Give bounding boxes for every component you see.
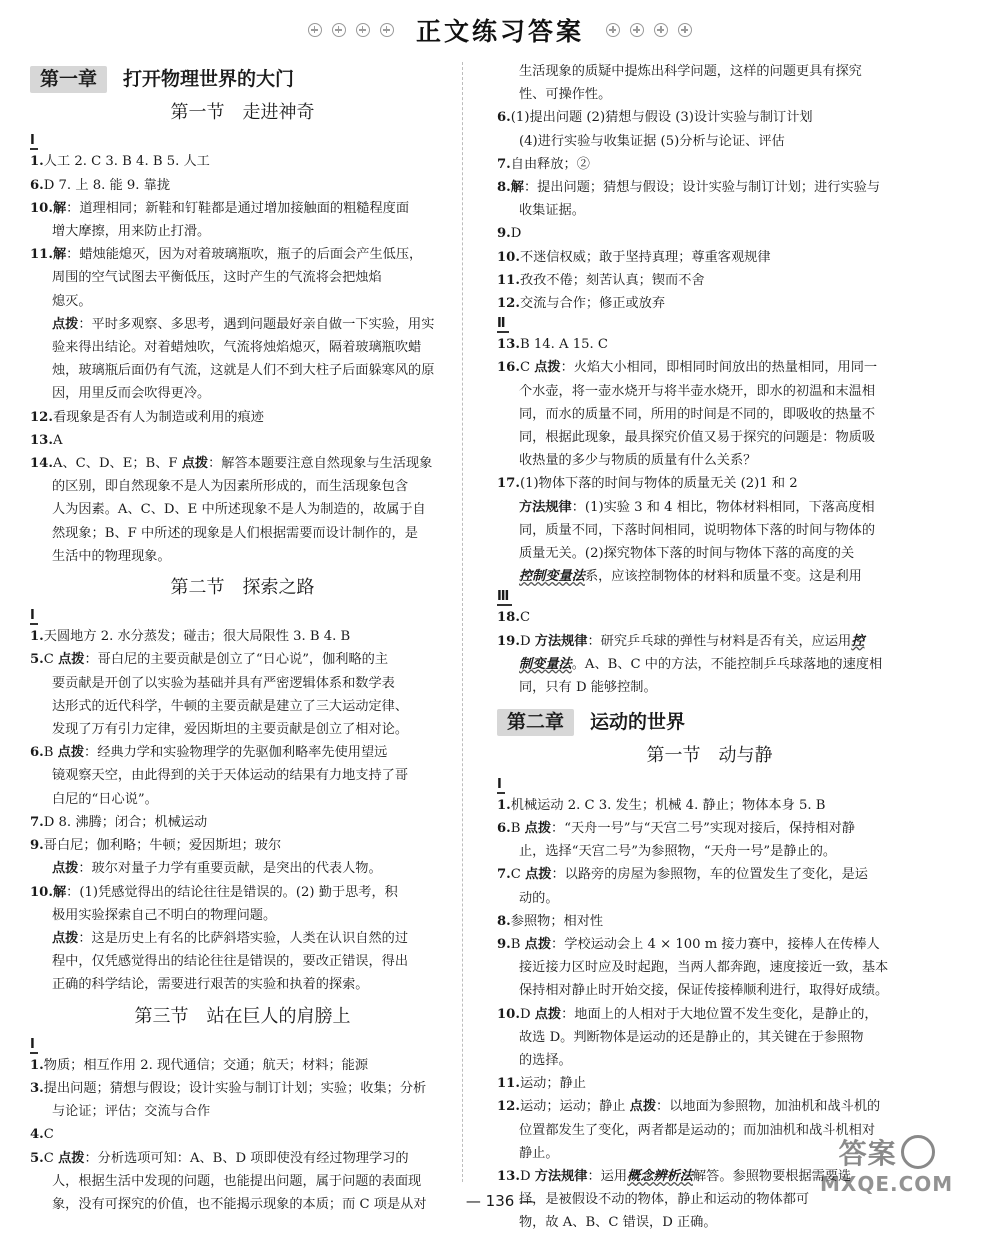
level-marker: Ⅰ	[30, 132, 455, 150]
answer-line	[30, 1170, 455, 1193]
answer-line	[497, 1072, 922, 1095]
item-number: 3.	[30, 1080, 44, 1096]
item-number: 11.	[497, 272, 520, 288]
answer-text: 保持相对静止时开始交接，保证传接棒顺利进行，取得好成绩。	[519, 983, 889, 999]
answer-text: 哥白尼；伽利略；牛顿；爱因斯坦；玻尔	[43, 838, 282, 854]
item-number: 10.	[30, 884, 53, 900]
answer-text: 增大摩擦，用来防止打滑。	[52, 224, 211, 240]
ornament-icon	[630, 23, 644, 37]
section-number: 第一节	[170, 102, 225, 124]
item-number: 1.	[30, 629, 44, 645]
item-number: 7.	[497, 156, 511, 172]
level-marker: Ⅱ	[497, 315, 922, 333]
right-column	[497, 60, 922, 1235]
answer-line	[30, 545, 455, 568]
ornament-icon	[654, 23, 668, 37]
section-heading	[30, 1005, 455, 1028]
answer-line	[497, 956, 922, 979]
section-title: 站在巨人的肩膀上	[206, 1005, 351, 1027]
answer-line	[30, 1054, 455, 1077]
answer-line	[497, 380, 922, 403]
item-number: 14.	[30, 456, 53, 472]
answer-text: D	[519, 1006, 535, 1022]
note-label: 点拨	[524, 936, 552, 952]
answer-line	[30, 429, 455, 452]
answer-text: 白尼的“日心说”。	[52, 791, 158, 807]
item-number: 12.	[497, 1099, 520, 1115]
answer-text: 人，根据生活中发现的问题，也能提出问题，属于问题的表面现	[52, 1173, 422, 1189]
answer-line	[30, 174, 455, 197]
answer-line	[30, 927, 455, 950]
answer-line	[30, 741, 455, 764]
item-number: 6.	[30, 745, 44, 761]
answer-text: (1)提出问题 (2)猜想与假设 (3)设计实验与制订计划	[510, 110, 813, 126]
answer-text: 不迷信权威；敢于坚持真理；尊重客观规律	[519, 249, 771, 265]
answer-text: 质量无关。(2)探究物体下落的时间与物体下落的高度的关	[519, 546, 855, 562]
answer-line	[497, 106, 922, 129]
answer-text: D 7. 上 8. 能 9. 靠拢	[43, 177, 171, 193]
answer-text: D	[519, 1168, 535, 1184]
answer-text: 要贡献是开创了以实验为基础并具有严密逻辑体系和数学表	[52, 675, 395, 691]
answer-line	[497, 199, 922, 222]
answer-text: 接近接力区时应及时起跑，当两人都奔跑，速度接近一致，基本	[519, 960, 889, 976]
answer-line	[497, 863, 922, 886]
answer-text: 正确的科学结论，需要进行艰苦的实验和执着的探索。	[52, 977, 369, 993]
answer-text: ：分析选项可知：A、B、D 项即使没有经过物理学习的	[84, 1150, 409, 1166]
answer-text: 生活现象的质疑中提炼出科学问题，这样的问题更具有探究	[519, 64, 862, 79]
note-label: 点拨	[52, 930, 79, 946]
answer-line	[497, 817, 922, 840]
answer-text: 同，而水的质量不同，所用的时间是不同的，即吸收的热量不	[519, 406, 876, 422]
answer-line	[30, 406, 455, 429]
answer-text: 极用实验探索自己不明白的物理问题。	[52, 907, 277, 923]
level-marker: Ⅰ	[30, 607, 455, 625]
answer-line	[497, 542, 922, 565]
answer-text: 看现象是否有人为制造或利用的痕迹	[52, 409, 264, 425]
section-number: 第三节	[134, 1005, 189, 1027]
level-marker: Ⅲ	[497, 588, 922, 606]
section-title: 走进神奇	[242, 102, 315, 124]
item-number: 5.	[30, 1150, 44, 1166]
answer-text: ：解答本题要注意自然现象与生活现象	[208, 456, 433, 472]
answer-line	[30, 811, 455, 834]
answer-text: 达形式的近代科学，牛顿的主要贡献是建立了三大运动定律、	[52, 698, 409, 714]
item-number: 11.	[30, 247, 53, 263]
header-ornament-left	[308, 23, 394, 37]
answer-line	[30, 475, 455, 498]
answer-text: 故选 D。判断物体是运动的还是静止的，其关键在于参照物	[519, 1029, 864, 1045]
answer-text: 个水壶，将一壶水烧开与将半壶水烧开，即水的初温和末温相	[519, 383, 876, 399]
section-number: 第一节	[646, 745, 701, 767]
answer-text: 止，选择“天宫二号”为参照物，“天舟一号”是静止的。	[519, 844, 837, 860]
answer-text: ：经典力学和实验物理学的先驱伽利略率先使用望远	[84, 745, 388, 761]
note-label: 点拨	[57, 745, 85, 761]
note-label: 方法规律	[534, 633, 588, 649]
answer-text: A、C、D、E；B、F	[52, 456, 182, 472]
watermark-mark: 答案	[838, 1137, 897, 1170]
answer-list	[497, 333, 922, 588]
answer-line	[497, 1095, 922, 1118]
answer-text: B	[43, 745, 58, 761]
answer-line	[497, 1003, 922, 1026]
answer-line	[497, 630, 922, 653]
answer-list	[30, 625, 455, 996]
answer-line	[30, 220, 455, 243]
item-number: 1.	[497, 797, 511, 813]
handwritten-term: 控	[851, 633, 865, 649]
item-number: 8.	[497, 180, 511, 196]
answer-line	[30, 695, 455, 718]
answer-text: 孜孜不倦；刻苦认真；锲而不舍	[519, 272, 705, 288]
answer-text: ：提出问题；猜想与假设；设计实验与制订计划；进行实验与	[523, 180, 881, 196]
section-heading	[497, 744, 922, 767]
answer-text: ：玻尔对量子力学有重要贡献，是突出的代表人物。	[78, 861, 382, 877]
item-number: 16.	[497, 360, 520, 376]
item-number: 6.	[497, 820, 511, 836]
answer-line	[30, 857, 455, 880]
answer-text: 。A、B、C 中的方法，不能控制乒乓球落地的速度相	[571, 656, 883, 672]
item-number: 9.	[497, 226, 511, 242]
answer-text: 同，质量不同，下落时间相同，说明物体下落的时间与物体的	[519, 522, 876, 538]
answer-line	[497, 176, 922, 199]
answer-line	[30, 1077, 455, 1100]
note-label: 方法规律	[534, 1168, 588, 1184]
left-column	[30, 60, 455, 1216]
answer-text: ：学校运动会上 4 × 100 m 接力赛中，接棒人在传棒人	[551, 936, 880, 952]
page-header	[0, 8, 1000, 52]
answer-line	[30, 522, 455, 545]
item-number: 1.	[30, 154, 44, 170]
answer-text: B	[510, 936, 525, 952]
answer-line	[497, 130, 922, 153]
ornament-icon	[356, 23, 370, 37]
item-number: 10.	[497, 1006, 520, 1022]
answer-text: ：运用	[587, 1168, 628, 1184]
answer-text: ：地面上的人相对于大地位置不发生变化，是静止的，	[561, 1006, 878, 1022]
answer-line	[497, 1211, 922, 1234]
note-label: 点拨	[524, 820, 552, 836]
answer-line	[497, 606, 922, 629]
answer-line	[497, 333, 922, 356]
answer-text: ：以路旁的房屋为参照物，车的位置发生了变化，是运	[551, 867, 868, 883]
note-label: 点拨	[629, 1099, 657, 1115]
answer-text: 生活中的物理现象。	[52, 548, 171, 564]
item-number: 6.	[30, 177, 44, 193]
note-label: 点拨	[58, 652, 85, 668]
item-number: 13.	[30, 432, 53, 448]
item-number: 10.	[497, 249, 520, 265]
note-label: 解	[52, 884, 67, 900]
answer-line	[497, 1049, 922, 1072]
answer-line	[30, 266, 455, 289]
answer-line	[497, 794, 922, 817]
answer-line	[497, 676, 922, 699]
answer-text: C	[43, 652, 59, 668]
level-marker: Ⅰ	[30, 1036, 455, 1054]
chapter-tag: 第一章	[30, 66, 107, 93]
ornament-icon	[332, 23, 346, 37]
item-number: 10.	[30, 200, 53, 216]
answer-text: C	[43, 1150, 59, 1166]
answer-list	[497, 606, 922, 699]
header-ornament-right	[606, 23, 692, 37]
section-title: 探索之路	[242, 577, 315, 599]
item-number: 5.	[30, 652, 44, 668]
ornament-icon	[380, 23, 394, 37]
answer-line	[30, 648, 455, 671]
answer-text: C	[519, 610, 531, 626]
note-label: 解	[52, 247, 67, 263]
item-number: 8.	[497, 913, 511, 929]
answer-line	[30, 197, 455, 220]
answer-text: C	[510, 867, 526, 883]
item-number: 17.	[497, 476, 520, 492]
watermark-url: MXQE.COM	[820, 1172, 954, 1196]
item-number: 19.	[497, 633, 520, 649]
answer-text: 的选择。	[519, 1052, 572, 1068]
answer-line	[30, 1147, 455, 1170]
answer-text: 验来得出结论。对着蜡烛吹，气流将烛焰熄灭，隔着玻璃瓶吹蜡	[52, 340, 422, 356]
answer-text: C	[43, 1127, 54, 1143]
level-marker: Ⅰ	[497, 776, 922, 794]
answer-line	[30, 672, 455, 695]
item-number: 11.	[497, 1076, 520, 1092]
answer-text: 位置都发生了变化，两者都是运动的；而加油机和战斗机相对	[519, 1122, 876, 1138]
chapter-heading	[497, 709, 922, 736]
answer-text: 收集证据。	[519, 203, 585, 219]
answer-line	[497, 933, 922, 956]
answer-line	[497, 246, 922, 269]
section-number: 第二节	[170, 577, 225, 599]
note-label: 点拨	[52, 316, 79, 332]
section-title: 动与静	[718, 745, 773, 767]
answer-line	[30, 359, 455, 382]
item-number: 1.	[30, 1057, 44, 1073]
answer-text: 烛，玻璃瓶后面仍有气流，这就是人们不到大柱子后面躲寒风的原	[52, 363, 435, 379]
answer-line	[30, 788, 455, 811]
answer-line	[30, 904, 455, 927]
handwritten-term: 制变量法	[519, 656, 572, 672]
note-label: 点拨	[52, 861, 79, 877]
answer-text: ：平时多观察、多思考，遇到问题最好亲自做一下实验，用实	[78, 316, 435, 332]
answer-line	[497, 449, 922, 472]
answer-text: (4)进行实验与收集证据 (5)分析与论证、评估	[519, 133, 785, 149]
answer-text: ：火焰大小相同，即相同时间放出的热量相同，用同一	[560, 360, 878, 376]
answer-text: 动的。	[519, 890, 559, 906]
answer-line	[30, 950, 455, 973]
column-divider	[462, 62, 463, 1182]
answer-line	[497, 979, 922, 1002]
answer-line	[497, 60, 922, 83]
note-label: 方法规律	[519, 499, 572, 515]
ornament-icon	[606, 23, 620, 37]
answer-line	[497, 403, 922, 426]
answer-line	[497, 840, 922, 863]
answer-line	[497, 910, 922, 933]
answer-text: 交流与合作；修正或放弃	[519, 296, 666, 312]
answer-line	[30, 881, 455, 904]
answer-line	[30, 290, 455, 313]
item-number: 7.	[30, 814, 44, 830]
answer-line	[30, 150, 455, 173]
handwritten-term: 控制变量法	[519, 569, 585, 585]
answer-text: 收热量的多少与物质的质量有什么关系？	[519, 453, 757, 469]
answer-line	[30, 452, 455, 475]
answer-text: 参照物；相对性	[510, 913, 604, 929]
answer-line	[497, 356, 922, 379]
answer-text: 发现了万有引力定律，爱因斯坦的主要贡献是创立了相对论。	[52, 722, 409, 738]
item-number: 12.	[30, 409, 53, 425]
item-number: 13.	[497, 1168, 520, 1184]
handwritten-term: 概念辨析法	[627, 1168, 693, 1184]
answer-text: 同，只有 D 能够控制。	[519, 680, 657, 696]
answer-text: D	[510, 226, 522, 242]
answer-text: 因，用里反而会吹得更冷。	[52, 386, 211, 402]
answer-line	[497, 153, 922, 176]
answer-text: ：道理相同；新鞋和钉鞋都是通过增加接触面的粗糙程度面	[66, 200, 410, 216]
answer-text: 同，根据此现象，最具探究价值又易于探究的问题是：物质吸	[519, 430, 876, 446]
answer-text: 熄灭。	[52, 293, 92, 309]
answer-text: 物，故 A、B、C 错误，D 正确。	[519, 1215, 717, 1231]
answer-text: 人工 2. C 3. B 4. B 5. 人工	[43, 154, 210, 170]
answer-line	[30, 973, 455, 996]
answer-list	[497, 60, 922, 315]
item-number: 4.	[30, 1127, 44, 1143]
answer-text: 与论证；评估；交流与合作	[52, 1104, 211, 1120]
answer-text: B 14. A 15. C	[519, 337, 608, 353]
answer-line	[497, 472, 922, 495]
answer-text: A	[52, 432, 63, 448]
answer-text: 人为因素。A、C、D、E 中所述现象不是人为制造的，故属于自	[52, 502, 426, 518]
answer-text: D 8. 沸腾；闭合；机械运动	[43, 814, 208, 830]
answer-line	[30, 718, 455, 741]
watermark-logo	[839, 1132, 935, 1172]
answer-text: 象，没有可探究的价值，也不能揭示现象的本质；而 C 项是从对	[52, 1196, 427, 1212]
answer-line	[497, 496, 922, 519]
answer-text: 运动；运动；静止	[519, 1099, 630, 1115]
answer-text: 的区别，即自然现象不是人为因素所形成的，而生活现象包含	[52, 479, 409, 495]
answer-text: ：(1)凭感觉得出的结论往往是错误的。(2) 勤于思考，积	[66, 884, 398, 900]
ornament-icon	[678, 23, 692, 37]
chapter-heading	[30, 66, 455, 93]
answer-line	[30, 625, 455, 648]
answer-line	[30, 336, 455, 359]
item-number: 7.	[497, 867, 511, 883]
answer-line	[497, 887, 922, 910]
note-label: 解	[510, 180, 524, 196]
item-number: 18.	[497, 610, 520, 626]
note-label: 点拨	[534, 360, 561, 376]
note-label: 点拨	[181, 456, 209, 472]
ornament-icon	[308, 23, 322, 37]
answer-line	[30, 382, 455, 405]
page-number: — 136 —	[465, 1192, 535, 1210]
answer-text: 系，应该控制物体的材料和质量不变。这是利用	[584, 569, 862, 585]
page-title: 正文练习答案	[415, 17, 584, 46]
answer-text: 自由释放；②	[510, 156, 590, 172]
answer-text: 择，是被假设不动的物体，静止和运动的物体都可	[519, 1192, 810, 1208]
answer-text: 程中，仅凭感觉得出的结论往往是错误的，要改正错误，得出	[52, 954, 409, 970]
answer-list	[30, 150, 455, 568]
answer-text: 天圆地方 2. 水分蒸发；碰击；很大局限性 3. B 4. B	[43, 629, 351, 645]
answer-text: 静止。	[519, 1145, 559, 1161]
section-heading	[30, 101, 455, 124]
chapter-title: 运动的世界	[590, 711, 686, 734]
answer-text: 镜观察天空，由此得到的关于天体运动的结果有力地支持了哥	[52, 768, 409, 784]
watermark-ring-icon	[901, 1135, 935, 1169]
answer-text: ：研究乒乓球的弹性与材料是否有关，应运用	[587, 633, 852, 649]
answer-line	[30, 1123, 455, 1146]
answer-line	[30, 834, 455, 857]
answer-line	[497, 519, 922, 542]
answer-line	[30, 764, 455, 787]
answer-text: ：“天舟一号”与“天宫二号”实现对接后，保持相对静	[551, 820, 855, 836]
answer-line	[497, 269, 922, 292]
note-label: 点拨	[525, 867, 552, 883]
item-number: 12.	[497, 296, 520, 312]
answer-line	[30, 498, 455, 521]
answer-line	[497, 653, 922, 676]
answer-text: D	[519, 633, 535, 649]
answer-text: (1)物体下落的时间与物体的质量无关 (2)1 和 2	[519, 476, 798, 492]
answer-text: C	[519, 360, 535, 376]
item-number: 9.	[497, 936, 511, 952]
item-number: 9.	[30, 838, 44, 854]
answer-text: 提出问题；猜想与假设；设计实验与制订计划；实验；收集；分析	[43, 1080, 427, 1096]
answer-text: ：哥白尼的主要贡献是创立了“日心说”，伽利略的主	[84, 652, 389, 668]
answer-line	[497, 83, 922, 106]
watermark	[820, 1132, 953, 1196]
chapter-tag: 第二章	[497, 709, 574, 736]
answer-line	[30, 1100, 455, 1123]
answer-text: 运动；静止	[519, 1076, 586, 1092]
answer-text: 然现象；B、F 中所述的现象是人们根据需要而设计制作的，是	[52, 525, 418, 541]
answer-line	[497, 565, 922, 588]
answer-text: 机械运动 2. C 3. 发生；机械 4. 静止；物体本身 5. B	[510, 797, 826, 813]
answer-text: B	[510, 820, 525, 836]
answer-line	[30, 243, 455, 266]
answer-text: ：以地面为参照物，加油机和战斗机的	[656, 1099, 881, 1115]
answer-text: 解答。参照物要根据需要选	[692, 1168, 852, 1184]
answer-text: 物质；相互作用 2. 现代通信；交通；航天；材料；能源	[43, 1057, 369, 1073]
answer-line	[497, 426, 922, 449]
item-number: 13.	[497, 337, 520, 353]
answer-line	[497, 1026, 922, 1049]
note-label: 点拨	[58, 1150, 85, 1166]
chapter-title: 打开物理世界的大门	[123, 68, 295, 90]
answer-text: 周围的空气试图去平衡低压，这时产生的气流将会把烛焰	[52, 270, 382, 286]
answer-text: ：蜡烛能熄灭，因为对着玻璃瓶吹，瓶子的后面会产生低压，	[66, 247, 423, 263]
answer-line	[497, 222, 922, 245]
note-label: 点拨	[534, 1006, 562, 1022]
answer-line	[497, 292, 922, 315]
note-label: 解	[52, 200, 67, 216]
answer-text: 性、可操作性。	[519, 87, 612, 103]
item-number: 6.	[497, 110, 511, 126]
answer-text: ：(1)实验 3 和 4 相比，物体材料相同，下落高度相	[571, 499, 875, 515]
answer-text: ：这是历史上有名的比萨斜塔实验，人类在认识自然的过	[78, 930, 409, 946]
answer-line	[30, 313, 455, 336]
section-heading	[30, 576, 455, 599]
